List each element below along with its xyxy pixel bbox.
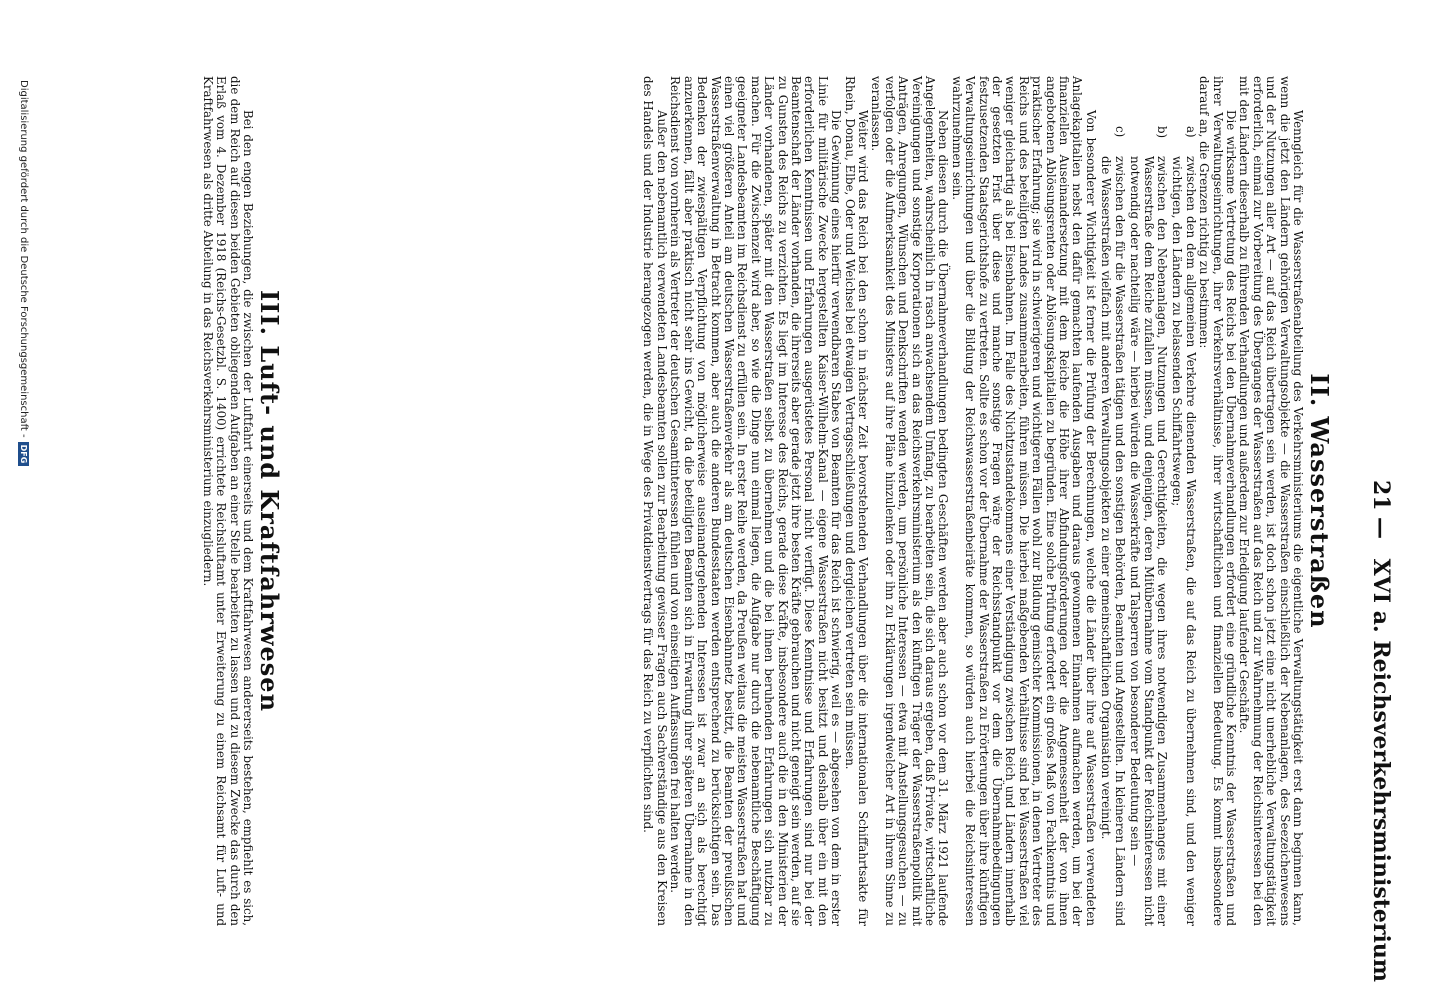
section-wasserstrassen (641, 76, 1334, 926)
section-heading: III. Luft- und Kraftfahrwesen (255, 289, 284, 713)
paragraph: Wenngleich für die Wasserstraßenabteilung des Verkehrsministeriums die eigentliche Verwaltungstätigkeit erst dann beginnen kann, wenn die jetzt den Ländern gehörigen Verwaltungsobjekte — die Wasserstraßen einschließlich der Nebenanlagen, des Seezeichenwesens und der Nutzungen aller Art — auf das Reich übertragen sein werden, ist doch schon jetzt eine nicht unerhebliche Verwaltungstätigkeit erforderlich, einmal zur Vorbereitung des Überganges der Wasserstraßen auf das Reich und zur Wahrnehmung der Reichsinteressen bei den mit den Ländern dieserhalb zu führenden Verhandlungen und außerdem zur Erledigung laufender Geschäfte. (1237, 76, 1305, 926)
chapter-name: XVI a. Reichsverkehrsministerium (1368, 558, 1394, 983)
section-heading: II. Wasserstraßen (1305, 373, 1334, 629)
paragraph: Weiter wird das Reich bei den schon in nächster Zeit bevorstehenden Verhandlungen über die internationalen Schiffahrtsakte für Rhein, Donau, Elbe, Oder und Weichsel bei etwaigen Vertragsschließungen und dergleichen vertreten sein müssen. (842, 76, 870, 926)
page-header (1354, 0, 1404, 1000)
boundary-list (1099, 76, 1197, 926)
list-text: zwischen den dem allgemeinen Verkehre dienenden Wasserstraßen, die auf das Reich zu übernehmen sind, und den weniger wichtigen, den Ländern zu belassenden Schiffahrtswegen; (1170, 156, 1198, 926)
paragraph: Bei den engen Beziehungen, die zwischen der Luftfahrt einerseits und dem Kraftfahrwesen andererseits bestehen, empfiehlt es sich, die dem Reich auf diesen beiden Gebieten obliegenden Aufgaben an einer Stelle bearbeiten zu lassen und zu diesem Zwecke das durch den Erlaß vom 4. Dezember 1918 (Reichs-Gesetzbl. S. 1400) errichtete Reichsluftamt unter Erweiterung zu einem Reichsamt für Luft- und Kraftfahrwesen als dritte Abteilung in das Reichsverkehrsministerium einzugliedern. (200, 76, 255, 926)
list-item (1099, 76, 1126, 926)
header-dash: — (1368, 517, 1394, 539)
paragraph: Die Gewinnung eines hierfür verwendbaren Stabes von Beamten für das Reich ist schwierig, weil es — abgesehen von dem in erster Linie für militärische Zwecke hergestellten Kaiser-Wilhelm-Kanal — eigene Wasserstraßen nicht besitzt und deshalb über ein mit den erforderlichen Kenntnissen und Erfahrungen ausgerüstetes Personal nicht verfügt. Diese Kenntnisse und Erfahrungen sind nur bei der Beamtenschaft der Länder vorhanden, die ihrerseits aber gerade jetzt ihre besten Kräfte gebrauchen und nicht geneigt sein werden, auf sie zu Gunsten des Reichs zu verzichten. Es liegt im Interesse des Reichs, gerade diese Kräfte, insbesondere auch die in den Ministerien der Länder vorhandenen, später mit den Wasserstraßen selbst zu übernehmen und die bei ihnen beruhenden Erfahrungen sich nutzbar zu machen. Für die Zwischenzeit wird aber, so wie die Dinge nun einmal liegen, die Aufgabe nur durch die nebenamtliche Beschäftigung geeigneter Landesbeamten im Reichsdienst zu erfüllen sein. In erster Reihe werden, da Preußen weitaus die meisten Wasserstraßen hat und einen viel größeren Anteil am deutschen Wasserstraßenverkehr als am deutschen Eisenbahnnetz besitzt, die Beamten der preußischen Wasserstraßenverwaltung in Betracht kommen, aber auch die anderen Bundesstaaten werden entsprechend zu berücksichtigen sein. Das Bedenken der zwiespältigen Verpflichtung von möglicherweise auseinandergehenden Interessen ist zwar an sich als berechtigt anzuerkennen, fällt aber praktisch nicht sehr ins Gewicht, da die beteiligten Beamten sich in Erwartung ihrer späteren Übernahme in den Reichsdienst von vornherein als Vertreter der deutschen Gesamtinteressen fühlen und von einseitigen Auffassungen frei halten werden. (668, 76, 844, 926)
page-number: 21 (1368, 480, 1394, 511)
dfg-logo: DFG (18, 442, 29, 467)
digitization-text: Digitalisierung gefördert durch die Deutsche Forschungsgemeinschaft - (18, 80, 29, 438)
list-item (1170, 76, 1197, 926)
list-text: zwischen den für die Wasserstraßen tätigen und den sonstigen Behörden, Beamten und Angestellten. In kleineren Ländern sind die Wasserstraßen vielfach mit anderen Verwaltungsobjekten zu einer gemeinschaftlichen Organisation vereinigt. (1099, 156, 1127, 926)
list-label: c) (1112, 126, 1127, 138)
paragraph: Neben diesen durch die Übernahmeverhandlungen bedingten Geschäften werden aber auch schon vor dem 31. März 1921 laufende Angelegenheiten, wahrscheinlich in rasch anwachsendem Umfang, zu bearbeiten sein, die sich daraus ergeben, daß Private, wirtschaftliche Vereinigungen und sonstige Korporationen sich an das Reichsverkehrsministerium als den künftigen Träger der Wasserstraßenpolitik mit Anträgen, Anregungen, Wünschen und Denkschriften wenden werden, um persönliche Interessen — etwa mit Anstellungsgesuchen — zu verfolgen oder die Aufmerksamkeit des Ministers auf ihre Pläne hinzulenken oder ihn zu Erklärungen irgendwelcher Art in ihrem Sinne zu veranlassen. (869, 76, 951, 926)
digitization-note (9, 80, 29, 940)
section-luft-kraftfahrwesen (200, 76, 284, 926)
paragraph: Die wirksame Vertretung des Reichs bei den Übernahmeverhandlungen erfordert eine gründliche Kenntnis der Wasserstraßen und ihrer Verwaltungseinrichtungen, ihrer Verkehrsverhältnisse, ihrer wirtschaftlichen und finanziellen Bedeutung. Es kommt insbesondere darauf an, die Grenzen richtig zu bestimmen: (1197, 76, 1238, 926)
chapter-title (1368, 505, 1394, 982)
paragraph: Außer den nebenamtlich verwendeten Landesbeamten sollen zur Bearbeitung gewisser Fragen auch Sachverständige aus den Kreisen des Handels und der Industrie herangezogen werden, die in Wege des Privatdienstvertrags für das Reich zu verpflichten sind. (641, 76, 669, 926)
list-label: b) (1154, 126, 1169, 139)
list-item (1128, 76, 1168, 926)
paragraph: Von besonderer Wichtigkeit ist ferner die Prüfung der Berechnungen, welche die Länder über ihre auf Wasserstraßen verwendeten Anlagekapitalien nebst den dafür gemachten laufenden Ausgaben und daraus gewonnenen Einnahmen aufmachen werden, um bei der finanziellen Auseinandersetzung mit dem Reiche die Höhe ihrer Abfindungsforderungen oder die Angemessenheit der von ihnen angebotenen Ablösungsrenten oder Ablösungskapitalien zu begründen. Eine solche Prüfung erfordert ein großes Maß von Fachkenntnis und praktischer Erfahrung; sie wird in schwierigeren und wichtigeren Fällen wohl zur Bildung gemischter Kommissionen, in denen Vertreter des Reichs und des beteiligten Landes zusammenarbeiten, führen müssen. Die hierbei maßgebenden Verhältnisse sind bei Wasserstraßen viel weniger gleichartig als bei Eisenbahnen. Im Falle des Nichtzustandekommens einer Verständigung zwischen Reich und Ländern innerhalb der gesetzten Frist über diese und manche sonstige Fragen wäre der Reichsstandpunkt vor dem die Übernahmebedingungen festzusetzenden Staatsgerichtshofe zu vertreten. Sollte es schon vor der Übernahme der Wasserstraßen zu Erörterungen über ihre künftigen Verwaltungseinrichtungen und über die Bildung der Reichswasserstraßenbeiräte kommen, so würden auch hierbei die Reichsinteressen wahrzunehmen sein. (949, 76, 1098, 926)
list-text: zwischen den Nebenanlagen, Nutzungen und Gerechtigkeiten, die wegen ihres notwendigen Zusammenhanges mit einer Wasserstraße dem Reiche zufallen müssen, und denjenigen, deren Mitübernahme vom Standpunkt der Reichsinteressen nicht notwendig oder nachteilig wäre — hierbei würden die Wasserkräfte und Talsperren von besonderer Bedeutung sein — (1128, 156, 1169, 926)
list-label: a) (1183, 126, 1198, 138)
